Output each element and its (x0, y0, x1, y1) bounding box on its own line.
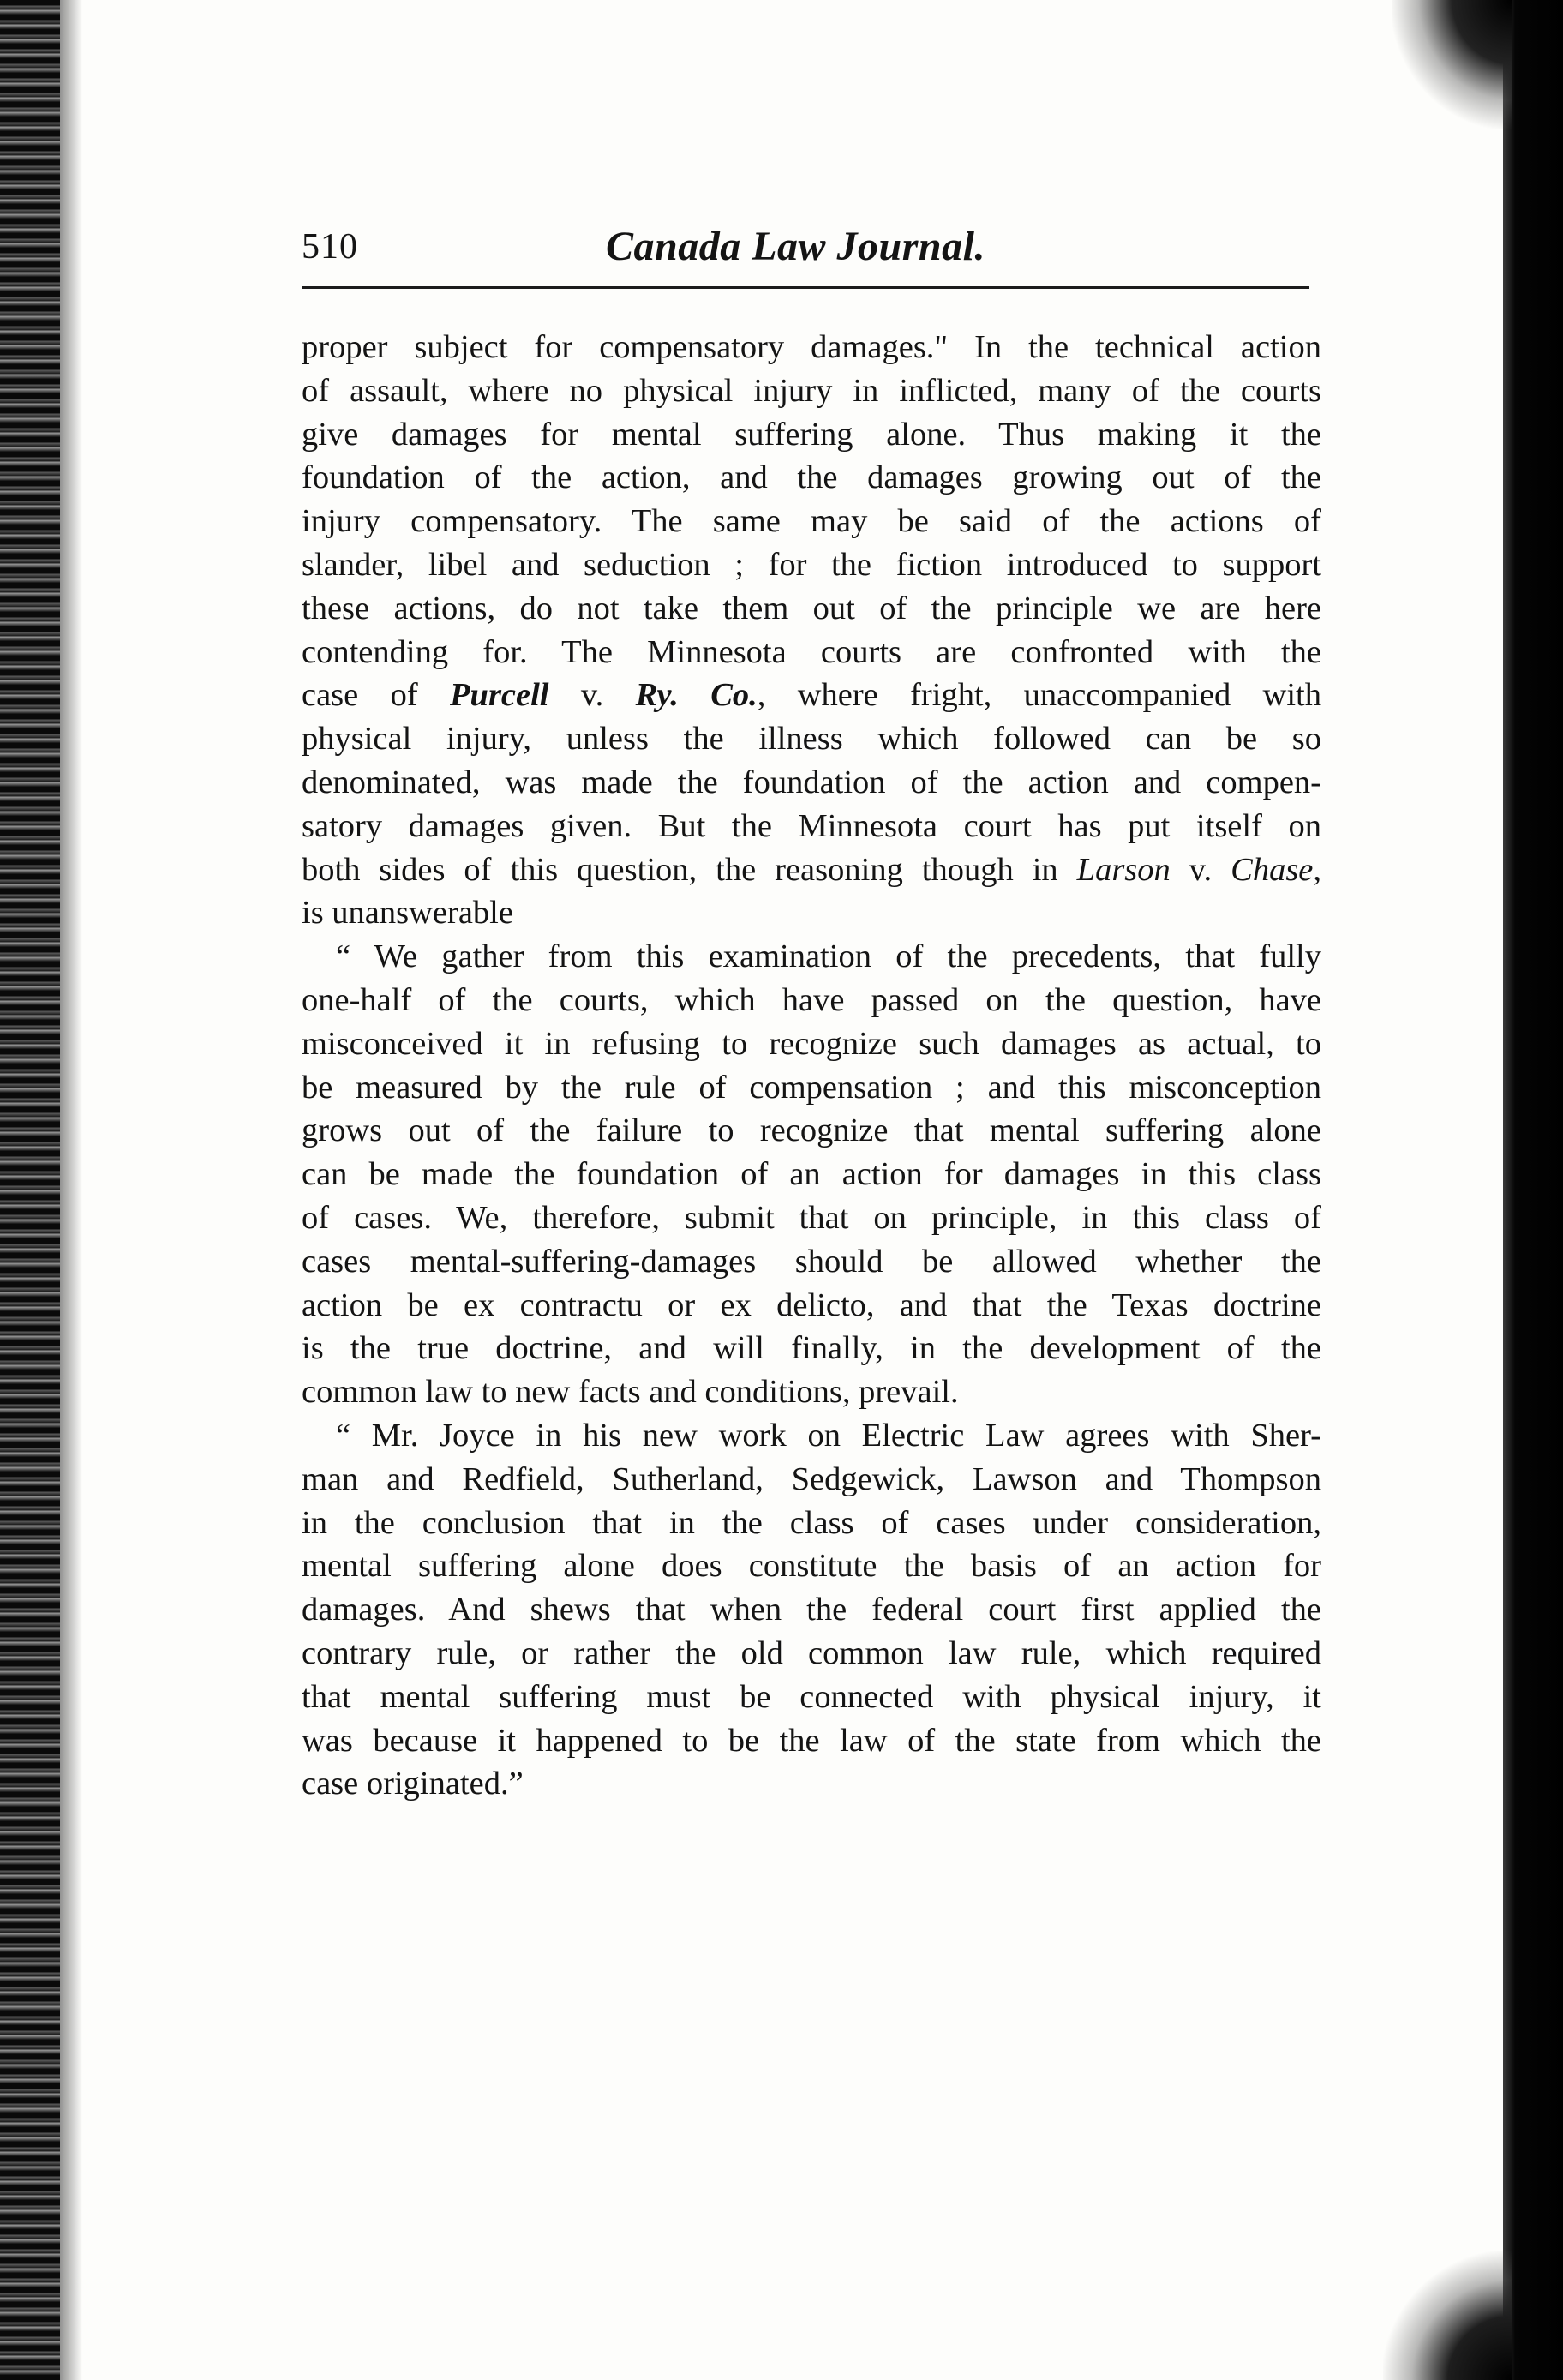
text-line: is the true doctrine, and will finally, in the development of the (302, 1330, 1321, 1367)
text-line: both sides of this question, the reasoning though in Larson v. Chase, (302, 851, 1322, 888)
text-line: “ Mr. Joyce in his new work on Electric Law agrees with Sher- (336, 1417, 1321, 1454)
text-line: misconceived it in refusing to recognize such damages as actual, to (302, 1025, 1321, 1062)
body-text (302, 326, 1321, 1806)
text-line: that mental suffering must be connected with physical injury, it (302, 1678, 1321, 1715)
text-line: in the conclusion that in the class of cases under consideration, (302, 1504, 1321, 1541)
page-header (302, 213, 1311, 281)
text-line: man and Redfield, Sutherland, Sedgewick, Lawson and Thompson (302, 1460, 1321, 1497)
text-line: mental suffering alone does constitute the basis of an action for (302, 1548, 1321, 1585)
text-line: can be made the foundation of an action for damages in this class (302, 1156, 1321, 1193)
case-name: Ry. Co. (635, 677, 758, 714)
text-line: case originated.” (302, 1766, 524, 1802)
text-line: proper subject for compensatory damages." In the technical action (302, 329, 1321, 365)
text-line: was because it happened to be the law of the state from which the (302, 1722, 1321, 1759)
text-line: action be ex contractu or ex delicto, and that the Texas doctrine (302, 1286, 1321, 1323)
text-line: slander, libel and seduction ; for the fiction introduced to support (302, 546, 1321, 583)
header-rule (302, 286, 1309, 289)
text-line: foundation of the action, and the damages growing out of the (302, 459, 1321, 496)
case-name: Larson (1076, 851, 1171, 888)
text-line: denominated, was made the foundation of the action and compen- (302, 764, 1321, 800)
text-line: common law to new facts and conditions, prevail. (302, 1374, 959, 1411)
text-line: one-half of the courts, which have passed on the question, have (302, 981, 1321, 1018)
text-line: “ We gather from this examination of the precedents, that fully (336, 938, 1321, 975)
scan-page-edge (1503, 0, 1563, 2380)
page-number: 510 (302, 227, 358, 267)
scan-corner-shadow-bottom (1383, 2251, 1512, 2380)
text-line: contrary rule, or rather the old common law rule, which required (302, 1634, 1321, 1671)
text-line: satory damages given. But the Minnesota court has put itself on (302, 807, 1321, 844)
running-title: Canada Law Journal. (606, 224, 985, 269)
text-line: case of Purcell v. Ry. Co., where fright, unaccompanied with (302, 677, 1321, 714)
text-line: cases mental-suffering-damages should be allowed whether the (302, 1243, 1321, 1280)
text-line: injury compensatory. The same may be said of the actions of (302, 503, 1321, 540)
text-line: give damages for mental suffering alone. Thus making it the (302, 416, 1321, 453)
text-line: physical injury, unless the illness which followed can be so (302, 721, 1321, 758)
text-line: damages. And shews that when the federal court first applied the (302, 1592, 1321, 1628)
case-name: Purcell (450, 677, 549, 714)
scan-binding-edge (0, 0, 60, 2380)
text-line: these actions, do not take them out of the principle we are here (302, 590, 1321, 626)
case-name: Chase (1231, 851, 1314, 888)
text-line: is unanswerable (302, 895, 513, 932)
text-line: contending for. The Minnesota courts are confronted with the (302, 633, 1321, 670)
text-line: grows out of the failure to recognize that mental suffering alone (302, 1112, 1321, 1149)
text-line: of cases. We, therefore, submit that on principle, in this class of (302, 1199, 1321, 1236)
text-line: of assault, where no physical injury in inflicted, many of the courts (302, 372, 1321, 409)
text-line: be measured by the rule of compensation ; and this misconception (302, 1069, 1321, 1106)
scan-corner-shadow-top (1392, 0, 1512, 129)
